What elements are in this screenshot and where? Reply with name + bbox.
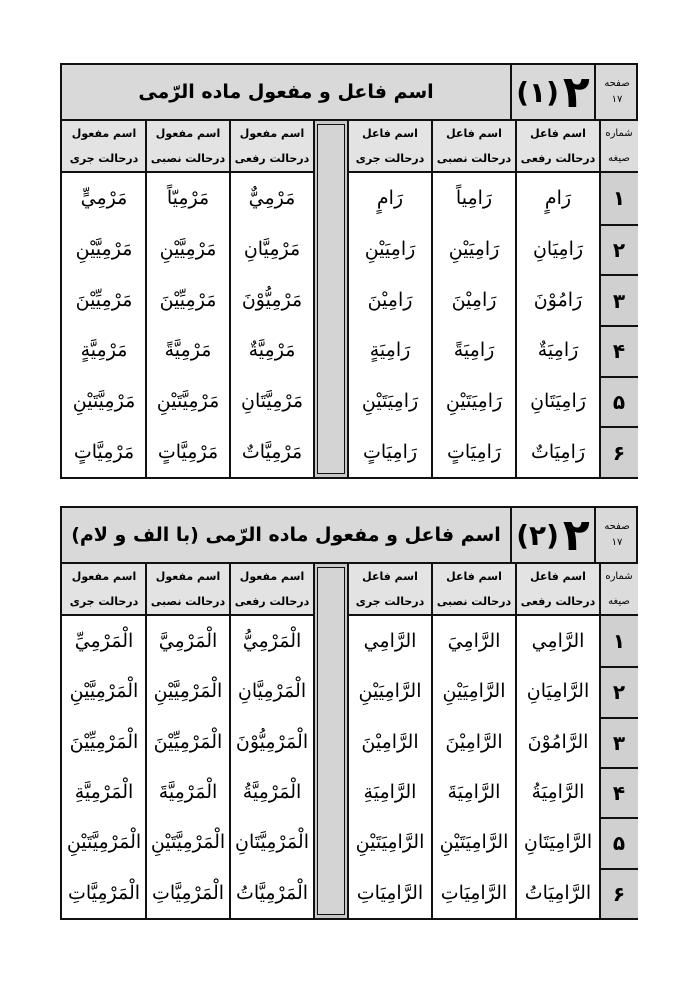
conjugation-form: رَامِيَتَيْنِ: [361, 389, 419, 412]
row-number: ۳: [600, 717, 638, 767]
column-header-title: اسم مفعول: [239, 570, 305, 583]
conjugation-form: الْمَرْمِيَّاتِ: [151, 881, 225, 904]
column-divider: [431, 121, 433, 477]
page-number: ۱۷: [611, 537, 623, 548]
conjugation-form: الرَّامِيَاتِ: [356, 881, 424, 904]
conjugation-form: رَامِيَيْنِ: [364, 237, 416, 260]
column-separator-inner: [317, 567, 345, 915]
column-header-fa-jarr: [348, 564, 432, 616]
row-number: ۵: [600, 376, 638, 427]
column-header-title: اسم مفعول: [155, 570, 221, 583]
conjugation-form: مَرْمِيَّةً: [164, 339, 212, 362]
conjugation-form: مَرْمِيَّاتٌ: [241, 440, 303, 463]
column-header-fa-raf: [516, 564, 600, 616]
page-label: صفحه: [604, 521, 630, 532]
form-label: صیغه: [608, 596, 630, 607]
conjugation-form: الرَّامِيَةُ: [531, 781, 585, 804]
column-header-title: اسم فاعل: [530, 570, 586, 583]
conjugation-form: مَرْمِيَّاتٍ: [157, 440, 219, 463]
column-header-mf-raf: [230, 121, 314, 173]
conjugation-form: رَامِيَاتٍ: [362, 440, 418, 463]
conjugation-form: مَرْمِيَّتَيْنِ: [72, 389, 136, 412]
column-header-title: اسم فاعل: [530, 127, 586, 140]
table-number-paren: (۱): [516, 75, 559, 109]
conjugation-form: رَامِيَاتٌ: [530, 440, 586, 463]
table-title: اسم فاعل و مفعول ماده الرّمی (با الف و لام): [71, 524, 501, 546]
conjugation-form: الرَّامِيَتَيْنِ: [439, 831, 509, 854]
conjugation-form: مَرْمِيِّيْنَ: [159, 288, 217, 311]
conjugation-form: مَرْمِيَّيْنِ: [75, 237, 133, 260]
column-divider: [229, 564, 231, 918]
column-header-case: درحالت رفعی: [520, 152, 596, 165]
conjugation-form: رَامِيَانِ: [532, 237, 584, 260]
number-label: شماره: [605, 128, 633, 139]
conjugation-form: الْمَرْمِيَّانِ: [237, 680, 307, 703]
form-label: صیغه: [608, 153, 630, 164]
column-header-mf-raf: [230, 564, 314, 616]
conjugation-form: رَامِيَةٍ: [369, 339, 411, 362]
conjugation-form: الرَّامِيَةِ: [363, 781, 417, 804]
row-number: ۶: [600, 868, 638, 918]
conjugation-form: الْمَرْمِيُّ: [242, 630, 302, 653]
conjugation-form: الْمَرْمِيَّتَيْنِ: [66, 831, 142, 854]
column-separator-inner: [317, 124, 345, 474]
conjugation-form: رَامِيْنَ: [367, 288, 413, 311]
column-header-fa-nasb: [432, 564, 516, 616]
conjugation-form: مَرْمِيٍّ: [80, 187, 128, 210]
row-number: ۵: [600, 817, 638, 867]
column-divider: [145, 564, 147, 918]
column-header-title: اسم مفعول: [155, 127, 221, 140]
conjugation-form: مَرْمِيُّوْنَ: [241, 288, 303, 311]
column-header-case: درحالت نصبی: [436, 595, 512, 608]
conjugation-form: رَامِيْنَ: [451, 288, 497, 311]
column-header-case: درحالت نصبی: [436, 152, 512, 165]
conjugation-form: رَامِيَةً: [453, 339, 495, 362]
page-reference: [596, 508, 638, 562]
conjugation-form: رَامٍ: [376, 187, 404, 210]
conjugation-form: الْمَرْمِيَّةِ: [74, 781, 134, 804]
conjugation-form: الرَّامِيَيْنِ: [358, 680, 422, 703]
page-reference: [596, 65, 638, 119]
conjugation-form: رَامِيَتَيْنِ: [445, 389, 503, 412]
conjugation-form: رَامِيَاتٍ: [446, 440, 502, 463]
conjugation-table-1: [60, 63, 638, 479]
conjugation-form: الرَّامِيَاتِ: [440, 881, 508, 904]
row-number: ۶: [600, 426, 638, 477]
conjugation-form: مَرْمِيِّيْنَ: [75, 288, 133, 311]
conjugation-form: الْمَرْمِيُّوْنَ: [235, 730, 309, 753]
column-header-case: درحالت رفعی: [234, 595, 310, 608]
column-header-mf-jarr: [62, 564, 146, 616]
column-header-title: اسم مفعول: [239, 127, 305, 140]
conjugation-form: الرَّامِي: [531, 630, 585, 653]
title-bar: [62, 508, 636, 564]
conjugation-form: رَامِيَتَانِ: [530, 389, 586, 412]
column-header-case: درحالت جری: [355, 595, 425, 608]
conjugation-form: مَرْمِيٌّ: [248, 187, 296, 210]
table-number-paren: (۲): [516, 518, 559, 552]
column-header-fa-raf: [516, 121, 600, 173]
column-header-mf-nasb: [146, 121, 230, 173]
conjugation-form: الْمَرْمِيَّةَ: [158, 781, 218, 804]
column-divider: [145, 121, 147, 477]
row-number: ۲: [600, 224, 638, 275]
column-header-case: درحالت نصبی: [150, 152, 226, 165]
table-title: اسم فاعل و مفعول ماده الرّمی: [138, 81, 434, 103]
conjugation-form: رَامِياً: [455, 187, 493, 210]
table-number: [510, 508, 596, 562]
conjugation-form: الْمَرْمِيَّ: [158, 630, 218, 653]
column-header-title: اسم فاعل: [446, 570, 502, 583]
conjugation-form: الرَّامِيَ: [447, 630, 501, 653]
column-header-case: درحالت جری: [69, 152, 139, 165]
column-divider: [515, 121, 517, 477]
conjugation-form: مَرْمِيَّيْنِ: [159, 237, 217, 260]
column-divider: [313, 564, 315, 918]
row-number: ۳: [600, 274, 638, 325]
conjugation-form: الْمَرْمِيَّةُ: [242, 781, 302, 804]
conjugation-form: الرَّامِيَيْنِ: [442, 680, 506, 703]
column-header-case: درحالت جری: [355, 152, 425, 165]
column-header-title: اسم فاعل: [362, 570, 418, 583]
conjugation-form: رَامِيَةٌ: [537, 339, 579, 362]
column-header-number: [600, 564, 638, 616]
column-header-case: درحالت جری: [69, 595, 139, 608]
conjugation-form: رَامِيَيْنِ: [448, 237, 500, 260]
column-header-case: درحالت رفعی: [234, 152, 310, 165]
column-divider: [347, 121, 349, 477]
row-number: ۱: [600, 616, 638, 666]
column-divider: [599, 121, 601, 477]
column-divider: [599, 564, 601, 918]
number-label: شماره: [605, 571, 633, 582]
row-number: ۲: [600, 666, 638, 716]
column-header-title: اسم مفعول: [71, 127, 137, 140]
conjugation-form: الْمَرْمِيَّتَانِ: [235, 831, 309, 854]
row-number: ۴: [600, 325, 638, 376]
column-header-case: درحالت رفعی: [520, 595, 596, 608]
column-header-fa-nasb: [432, 121, 516, 173]
conjugation-form: الْمَرْمِيَّاتُ: [235, 881, 309, 904]
column-header-title: اسم فاعل: [446, 127, 502, 140]
conjugation-form: مَرْمِيَّتَانِ: [240, 389, 304, 412]
conjugation-form: الْمَرْمِيَّيْنِ: [69, 680, 139, 703]
column-header-title: اسم مفعول: [71, 570, 137, 583]
conjugation-form: الرَّامِيَةَ: [447, 781, 501, 804]
conjugation-form: الرَّامِيَتَانِ: [523, 831, 593, 854]
conjugation-form: مَرْمِيّاً: [166, 187, 210, 210]
column-separator: [314, 564, 348, 918]
table-number-big: ۲: [562, 509, 590, 561]
conjugation-form: الرَّامِي: [363, 630, 417, 653]
conjugation-form: الْمَرْمِيِّ: [74, 630, 134, 653]
conjugation-form: الرَّامِيْنَ: [361, 730, 419, 753]
column-separator: [314, 121, 348, 477]
conjugation-form: الرَّامِيَاتُ: [524, 881, 592, 904]
conjugation-form: الْمَرْمِيَّاتِ: [67, 881, 141, 904]
column-header-fa-jarr: [348, 121, 432, 173]
row-number: ۴: [600, 767, 638, 817]
title-bar: [62, 65, 636, 121]
conjugation-form: الْمَرْمِيَّيْنِ: [153, 680, 223, 703]
table-number-big: ۲: [562, 66, 590, 118]
column-header-number: [600, 121, 638, 173]
conjugation-form: الْمَرْمِيِّيْنَ: [69, 730, 139, 753]
conjugation-form: الرَّامِيْنَ: [445, 730, 503, 753]
column-divider: [313, 121, 315, 477]
conjugation-form: مَرْمِيَّانِ: [243, 237, 301, 260]
column-divider: [431, 564, 433, 918]
column-header-case: درحالت نصبی: [150, 595, 226, 608]
column-header-mf-nasb: [146, 564, 230, 616]
conjugation-form: الرَّامِيَتَيْنِ: [355, 831, 425, 854]
conjugation-table-2: [60, 506, 638, 920]
row-number: ۱: [600, 173, 638, 224]
page-label: صفحه: [604, 78, 630, 89]
conjugation-form: الْمَرْمِيِّيْنَ: [153, 730, 223, 753]
conjugation-form: الْمَرْمِيَّتَيْنِ: [150, 831, 226, 854]
table-number: [510, 65, 596, 119]
page-number: ۱۷: [611, 94, 623, 105]
conjugation-form: رَامٍ: [544, 187, 572, 210]
conjugation-form: مَرْمِيَّةٌ: [248, 339, 296, 362]
conjugation-form: الرَّامِيَانِ: [526, 680, 590, 703]
conjugation-form: مَرْمِيَّتَيْنِ: [156, 389, 220, 412]
conjugation-form: رَامُوْنَ: [533, 288, 583, 311]
column-divider: [515, 564, 517, 918]
conjugation-form: الرَّامُوْنَ: [527, 730, 589, 753]
conjugation-form: مَرْمِيَّةٍ: [80, 339, 128, 362]
conjugation-form: مَرْمِيَّاتٍ: [73, 440, 135, 463]
column-divider: [229, 121, 231, 477]
column-header-mf-jarr: [62, 121, 146, 173]
column-header-title: اسم فاعل: [362, 127, 418, 140]
column-divider: [347, 564, 349, 918]
